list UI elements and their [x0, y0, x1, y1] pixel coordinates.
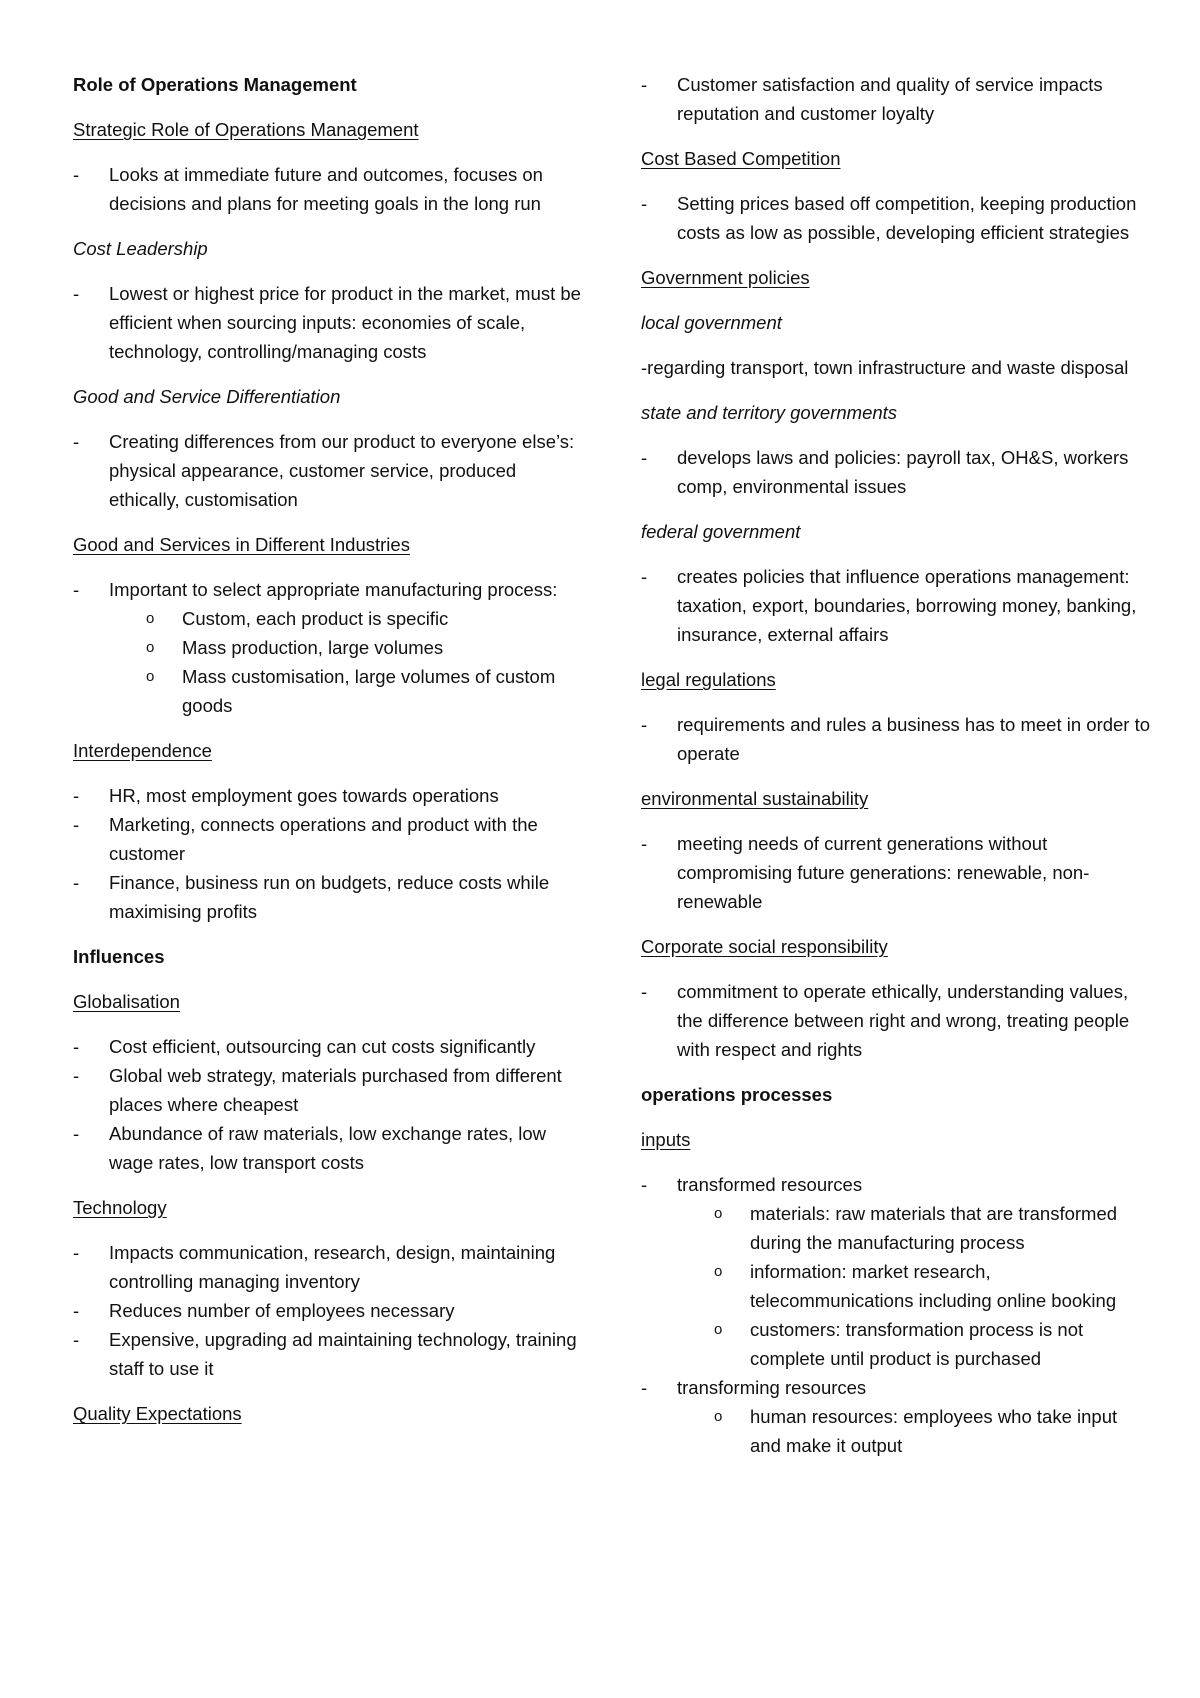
- list-item-text: Customer satisfaction and quality of service impacts reputation and customer loyalty: [677, 74, 1103, 124]
- list-item: [73, 575, 583, 604]
- list-item-text: meeting needs of current generations without compromising future generations: renewable, non-renewable: [677, 833, 1090, 912]
- section-heading: operations processes: [641, 1084, 833, 1105]
- bullet-marker: -: [73, 164, 80, 185]
- list-item: [641, 977, 1151, 1064]
- bullet-marker: -: [641, 74, 648, 95]
- list-item-text: commitment to operate ethically, understanding values, the difference between right and wrong, treating people with respect and rights: [677, 981, 1130, 1060]
- section-heading: Globalisation: [73, 991, 180, 1012]
- bullet-list: [73, 1032, 583, 1177]
- bullet-list: [73, 781, 583, 926]
- sub-list-item-text: Custom, each product is specific: [182, 608, 449, 629]
- bullet-list: [641, 443, 1151, 501]
- section-heading: Quality Expectations: [73, 1403, 242, 1424]
- sub-bullet-marker: o: [714, 1321, 723, 1338]
- sub-bullet-marker: o: [146, 668, 155, 685]
- bullet-marker: -: [73, 1242, 80, 1263]
- bullet-marker: -: [73, 579, 80, 600]
- section-heading: local government: [641, 312, 782, 333]
- list-item: [73, 1032, 583, 1061]
- section-heading: Good and Service Differentiation: [73, 386, 341, 407]
- list-item-text: Abundance of raw materials, low exchange rates, low wage rates, low transport costs: [109, 1123, 547, 1173]
- list-item-text: Important to select appropriate manufacturing process:: [109, 579, 558, 600]
- list-item-text: HR, most employment goes towards operations: [109, 785, 499, 806]
- list-item-text: Lowest or highest price for product in the market, must be efficient when sourcing inputs: economies of scale, technology, controlling/managing costs: [109, 283, 581, 362]
- list-item-text: creates policies that influence operations management: taxation, export, boundaries, borrowing money, banking, insurance, external affairs: [677, 566, 1137, 645]
- list-item-text: Marketing, connects operations and product with the customer: [109, 814, 538, 864]
- bullet-marker: -: [73, 785, 80, 806]
- sub-list-item: [641, 1199, 1151, 1257]
- sub-bullet-marker: o: [146, 639, 155, 656]
- list-item: [73, 781, 583, 810]
- bullet-marker: -: [73, 1036, 80, 1057]
- bullet-marker: -: [73, 283, 80, 304]
- sub-list-item-text: customers: transformation process is not complete until product is purchased: [750, 1319, 1084, 1369]
- list-item: [73, 1238, 583, 1296]
- list-item: [641, 1170, 1151, 1199]
- list-item: [73, 427, 583, 514]
- list-item: [641, 1373, 1151, 1402]
- bullet-marker: -: [641, 1174, 648, 1195]
- sub-bullet-marker: o: [714, 1408, 723, 1425]
- list-item: [641, 710, 1151, 768]
- section-heading: inputs: [641, 1129, 691, 1150]
- bullet-marker: -: [641, 193, 648, 214]
- sub-list-item: [73, 662, 583, 720]
- list-item: [641, 189, 1151, 247]
- bullet-marker: -: [641, 981, 648, 1002]
- sub-list-item-text: human resources: employees who take input and make it output: [750, 1406, 1118, 1456]
- sub-list-item: [73, 604, 583, 633]
- sub-bullet-marker: o: [714, 1205, 723, 1222]
- bullet-list: [73, 427, 583, 514]
- list-item-text: Creating differences from our product to everyone else’s: physical appearance, customer service, produced ethically, customisation: [109, 431, 575, 510]
- list-item: [641, 443, 1151, 501]
- bullet-marker: -: [641, 566, 648, 587]
- list-item: [73, 1296, 583, 1325]
- list-item: [641, 70, 1151, 128]
- bullet-marker: -: [73, 872, 80, 893]
- bullet-marker: -: [641, 714, 648, 735]
- sub-list-item-text: Mass customisation, large volumes of custom goods: [182, 666, 556, 716]
- list-item-text: Reduces number of employees necessary: [109, 1300, 455, 1321]
- bullet-list: [641, 829, 1151, 916]
- section-heading: federal government: [641, 521, 801, 542]
- section-heading: Corporate social responsibility: [641, 936, 888, 957]
- bullet-marker: -: [641, 1377, 648, 1398]
- sub-list-item: [641, 1257, 1151, 1315]
- list-item: [73, 868, 583, 926]
- section-heading: state and territory governments: [641, 402, 898, 423]
- bullet-marker: -: [73, 1300, 80, 1321]
- bullet-marker: -: [641, 447, 648, 468]
- bullet-marker: -: [73, 1065, 80, 1086]
- list-item-text: transforming resources: [677, 1377, 867, 1398]
- bullet-list: [641, 189, 1151, 247]
- sub-list-item-text: information: market research, telecommunications including online booking: [750, 1261, 1117, 1311]
- section-heading: Government policies: [641, 267, 810, 288]
- section-heading: legal regulations: [641, 669, 776, 690]
- bullet-list: [73, 279, 583, 366]
- bullet-list: [73, 160, 583, 218]
- section-heading: Cost Leadership: [73, 238, 208, 259]
- list-item: [73, 1325, 583, 1383]
- list-item-text: Global web strategy, materials purchased from different places where cheapest: [109, 1065, 562, 1115]
- section-heading: Role of Operations Management: [73, 74, 357, 95]
- bullet-list: [73, 575, 583, 720]
- list-item: [641, 562, 1151, 649]
- sub-bullet-marker: o: [714, 1263, 723, 1280]
- section-heading: Good and Services in Different Industries: [73, 534, 410, 555]
- sub-list-item: [641, 1402, 1151, 1460]
- section-heading: Influences: [73, 946, 165, 967]
- bullet-marker: -: [73, 1329, 80, 1350]
- bullet-list: [641, 977, 1151, 1064]
- left-column: [73, 70, 583, 1444]
- list-item: [73, 810, 583, 868]
- section-heading: Strategic Role of Operations Management: [73, 119, 419, 140]
- list-item-text: develops laws and policies: payroll tax, OH&S, workers comp, environmental issues: [677, 447, 1129, 497]
- list-item-text: Impacts communication, research, design, maintaining controlling managing inventory: [109, 1242, 556, 1292]
- section-heading: Technology: [73, 1197, 167, 1218]
- list-item: [73, 1061, 583, 1119]
- paragraph: -regarding transport, town infrastructure and waste disposal: [641, 357, 1129, 378]
- sub-list-item: [73, 633, 583, 662]
- list-item-text: Cost efficient, outsourcing can cut costs significantly: [109, 1036, 536, 1057]
- bullet-marker: -: [73, 431, 80, 452]
- bullet-marker: -: [641, 833, 648, 854]
- list-item-text: Setting prices based off competition, keeping production costs as low as possible, developing efficient strategies: [677, 193, 1137, 243]
- sub-list-item-text: Mass production, large volumes: [182, 637, 444, 658]
- list-item-text: Expensive, upgrading ad maintaining technology, training staff to use it: [109, 1329, 577, 1379]
- sub-bullet-marker: o: [146, 610, 155, 627]
- bullet-list: [641, 1170, 1151, 1460]
- sub-list-item-text: materials: raw materials that are transformed during the manufacturing process: [750, 1203, 1118, 1253]
- bullet-list: [641, 562, 1151, 649]
- right-column: [641, 70, 1151, 1476]
- bullet-list: [641, 70, 1151, 128]
- sub-list-item: [641, 1315, 1151, 1373]
- section-heading: Cost Based Competition: [641, 148, 841, 169]
- list-item: [641, 829, 1151, 916]
- list-item-text: transformed resources: [677, 1174, 863, 1195]
- bullet-list: [641, 710, 1151, 768]
- bullet-marker: -: [73, 814, 80, 835]
- bullet-marker: -: [73, 1123, 80, 1144]
- list-item: [73, 160, 583, 218]
- section-heading: environmental sustainability: [641, 788, 869, 809]
- list-item: [73, 279, 583, 366]
- list-item-text: Looks at immediate future and outcomes, focuses on decisions and plans for meeting goals in the long run: [109, 164, 543, 214]
- list-item: [73, 1119, 583, 1177]
- bullet-list: [73, 1238, 583, 1383]
- list-item-text: Finance, business run on budgets, reduce costs while maximising profits: [109, 872, 550, 922]
- section-heading: Interdependence: [73, 740, 212, 761]
- list-item-text: requirements and rules a business has to meet in order to operate: [677, 714, 1151, 764]
